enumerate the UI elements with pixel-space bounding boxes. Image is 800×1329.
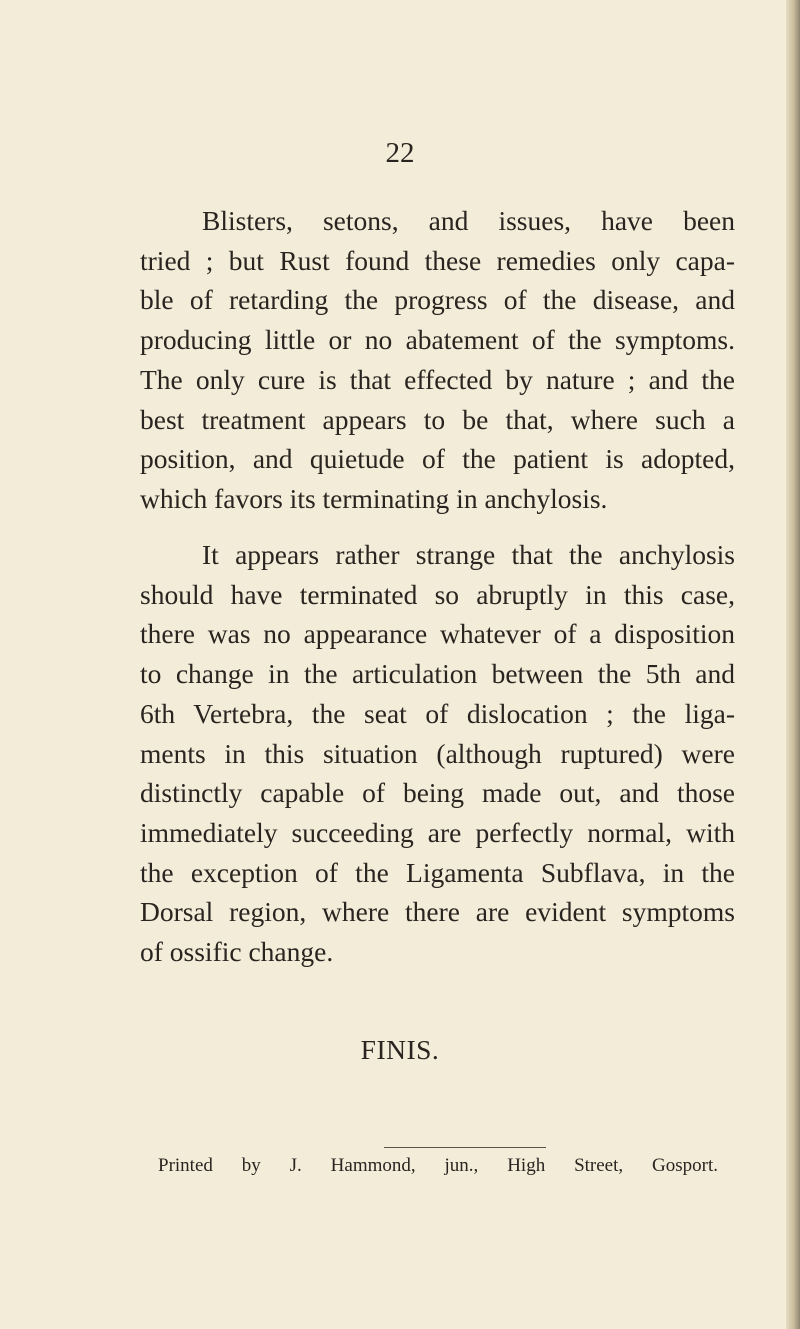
text-line: The only cure is that effected by nature ; and the: [140, 363, 735, 395]
paragraph-2: [140, 535, 735, 972]
text-line: best treatment appears to be that, where such a: [140, 403, 735, 435]
text-line: to change in the articulation between the 5th and: [140, 658, 735, 690]
finis-heading: FINIS.: [360, 1034, 440, 1065]
text-line: of ossific change.: [140, 936, 334, 968]
text-line: should have terminated so abruptly in this case,: [140, 578, 735, 610]
divider-rule: [384, 1147, 546, 1148]
text-line: immediately succeeding are perfectly normal, with: [140, 816, 735, 848]
text-line: producing little or no abatement of the symptoms.: [140, 324, 735, 356]
paragraph-1: [140, 201, 735, 519]
text-line: tried ; but Rust found these remedies only capa-: [140, 244, 735, 276]
text-line: Blisters, setons, and issues, have been: [202, 205, 735, 236]
text-line: ments in this situation (although ruptured) were: [140, 737, 735, 769]
text-line: position, and quietude of the patient is adopted,: [140, 443, 735, 475]
printer-imprint: Printed by J. Hammond, jun., High Street, Gosport.: [158, 1155, 718, 1176]
page-number: 22: [385, 137, 415, 169]
text-line: It appears rather strange that the anchylosis: [202, 539, 735, 570]
text-line: there was no appearance whatever of a disposition: [140, 618, 735, 650]
text-line: which favors its terminating in anchylosis.: [140, 482, 608, 514]
text-line: Dorsal region, where there are evident symptoms: [140, 896, 735, 928]
text-line: distinctly capable of being made out, and those: [140, 777, 735, 809]
text-line: 6th Vertebra, the seat of dislocation ; the liga-: [140, 697, 735, 729]
text-line: the exception of the Ligamenta Subflava, in the: [140, 856, 735, 888]
text-line: ble of retarding the progress of the disease, and: [140, 284, 735, 316]
page-edge-shadow: [786, 0, 800, 1329]
